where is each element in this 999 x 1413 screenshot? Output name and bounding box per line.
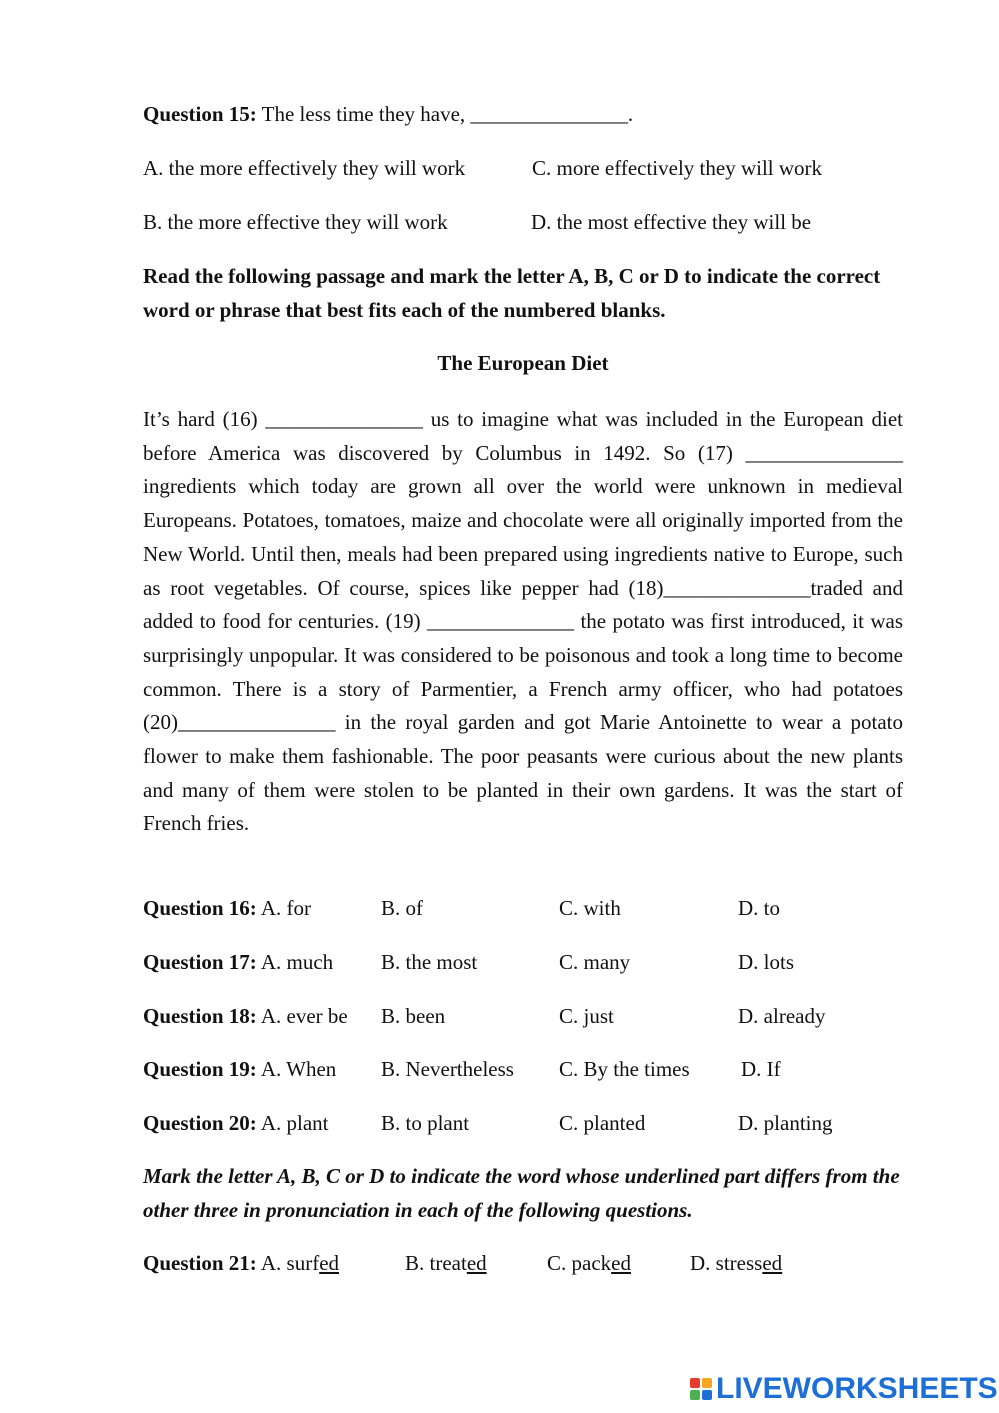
q21-option-a [261,1251,339,1275]
liveworksheets-logo [690,1372,998,1406]
q21-option-b [405,1250,487,1276]
q20-option-c: C. planted [559,1111,646,1135]
pronunciation-instruction: Mark the letter A, B, C or D to indicate the word whose underlined part differs from the other three in pronunciation in each of the following questions. [143,1164,900,1222]
q21-option-a-underlined: ed [319,1251,340,1275]
question-15-label: Question 15: [143,102,257,126]
q15-option-b: B. the more effective they will work [143,210,448,234]
q16-option-d: D. to [738,896,780,920]
q20-option-a: A. plant [260,1111,329,1135]
q21-option-c-underlined: ed [611,1251,631,1275]
q21-option-c [547,1250,631,1276]
q21-option-b-underlined: ed [466,1251,487,1275]
q16-option-c: C. with [559,896,621,920]
q18-option-d: D. already [738,1004,826,1028]
question-16-label: Question 16: [143,896,257,920]
q20-option-d: D. planting [738,1111,833,1135]
question-21-label: Question 21: [143,1251,257,1275]
question-15-stem [143,101,633,127]
q18-option-c: C. just [559,1004,614,1028]
brand-name: LIVEWORKSHEETS [716,1372,998,1405]
q17-option-b: B. the most [381,950,478,974]
passage-body: It’s hard (16) _______________ us to imagine what was included in the European diet before America was discovered by Columbus in 1492. So (17) _______________ ingredients which today are grown all over the world were unknown in medieval Europeans. Potatoes, tomatoes, maize and chocolate were all originally imported from the New World. Until then, meals had been prepared using ingredients native to Europe, such as root vegetables. Of course, spices like pepper had (18)______________traded and added to food for centuries. (19) ______________ the potato was first introduced, it was surprisingly unpopular. It was considered to be poisonous and took a long time to become common. There is a story of Parmentier, a French army officer, who had potatoes (20)_______________ in the royal garden and got Marie Antoinette to wear a potato flower to make them fashionable. The poor peasants were curious about the new plants and many of them were stolen to be planted in their own gardens. It was the start of French fries. [143,407,903,836]
q21-option-d-underlined: ed [762,1251,783,1275]
q17-option-a: A. much [260,950,334,974]
question-17-label: Question 17: [143,950,257,974]
q21-option-c-stem: C. pack [547,1251,612,1275]
q21-option-a-stem: A. surf [260,1251,320,1275]
q15-option-a: A. the more effectively they will work [143,156,466,180]
q16-option-b: B. of [381,896,423,920]
q19-option-b: B. Nevertheless [381,1057,514,1081]
q16-option-a: A. for [260,896,312,920]
q18-option-a: A. ever be [260,1004,348,1028]
q15-option-d: D. the most effective they will be [531,210,812,234]
q17-option-c: C. many [559,950,631,974]
q19-option-d: D. If [741,1057,781,1081]
passage-instruction: Read the following passage and mark the letter A, B, C or D to indicate the correct word or phrase that best fits each of the numbered blanks. [143,264,881,322]
q17-option-d: D. lots [738,950,795,974]
q21-option-d-stem: D. stress [690,1251,763,1275]
q18-option-b: B. been [381,1004,446,1028]
passage-title: The European Diet [437,351,609,375]
question-15-text: The less time they have, _______________. [261,102,634,126]
liveworksheets-logo-icon [690,1378,712,1400]
q19-option-c: C. By the times [559,1057,690,1081]
q15-option-c: C. more effectively they will work [532,156,823,180]
question-20-label: Question 20: [143,1111,257,1135]
q21-option-d [690,1250,782,1276]
q20-option-b: B. to plant [381,1111,470,1135]
q21-option-b-stem: B. treat [405,1251,467,1275]
q19-option-a: A. When [260,1057,337,1081]
question-18-label: Question 18: [143,1004,257,1028]
question-19-label: Question 19: [143,1057,257,1081]
